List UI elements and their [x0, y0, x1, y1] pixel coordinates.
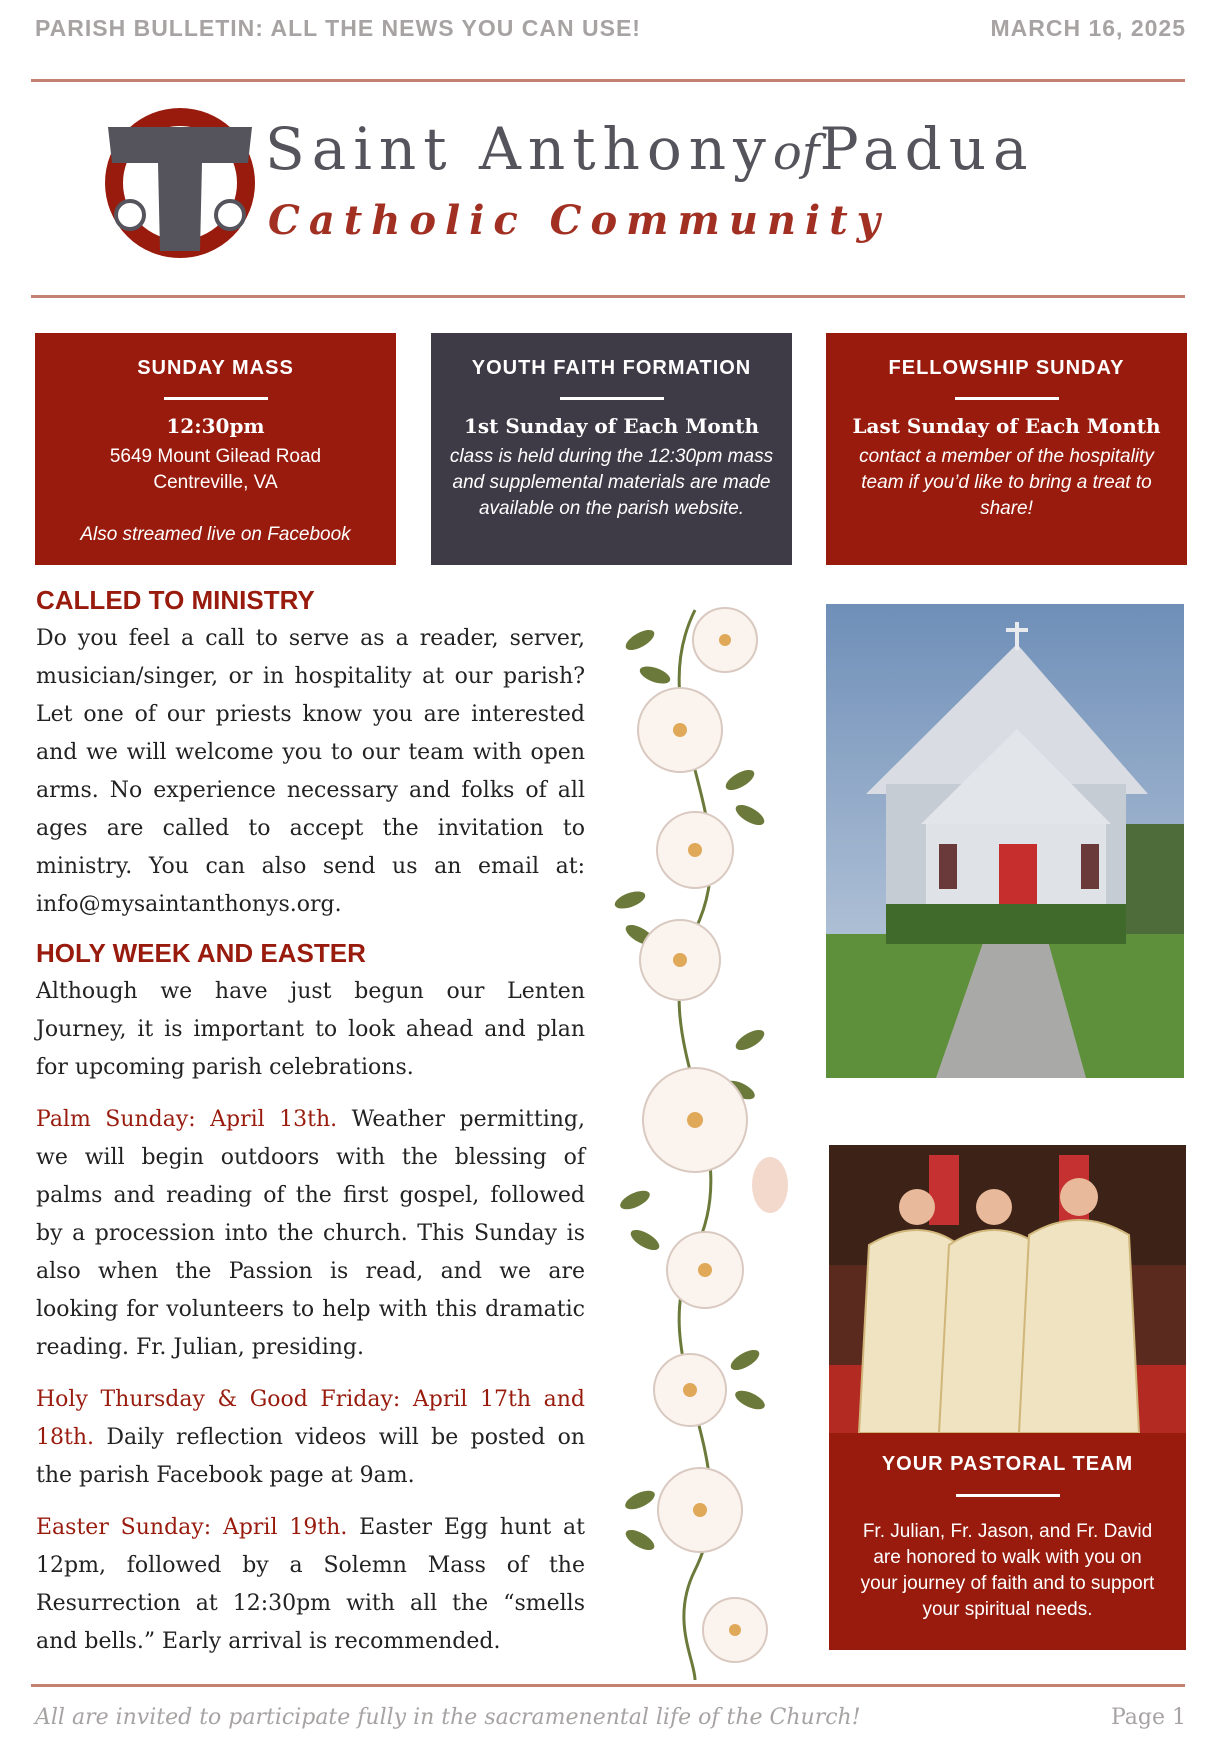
floral-vine-decoration: [600, 600, 790, 1690]
parish-subtitle: Catholic Community: [268, 197, 889, 244]
card-title: SUNDAY MASS: [137, 357, 294, 379]
card-title: FELLOWSHIP SUNDAY: [888, 357, 1125, 379]
bulletin-date: MARCH 16, 2025: [990, 14, 1186, 41]
mass-address-line1: 5649 Mount Gilead Road: [109, 446, 322, 467]
parish-name-part1: Saint Anthony: [265, 115, 773, 183]
mass-time: 12:30pm: [166, 414, 265, 438]
ministry-article: [36, 585, 585, 1675]
footer-divider: [31, 1684, 1185, 1687]
logo-divider: [31, 295, 1185, 298]
youth-faith-formation-card: [431, 333, 792, 565]
page-number: Page 1: [1110, 1705, 1186, 1730]
card-divider: [956, 1494, 1060, 1497]
mass-stream-note: Also streamed live on Facebook: [80, 524, 351, 545]
holy-week-title: HOLY WEEK AND EASTER: [36, 938, 366, 968]
easter-sunday-text: Easter Egg hunt at 12pm, followed by a Solemn Mass of the Resurrection at 12:30pm with all the “smells and bells.” Early arrival is recommended.: [36, 1515, 585, 1654]
youth-note: class is held during the 12:30pm mass and supplemental materials are made available on the parish website.: [449, 446, 774, 519]
pastoral-team-text: Fr. Julian, Fr. Jason, and Fr. David are honored to walk with you on your journey of faith and to support your spiritual needs.: [860, 1521, 1155, 1620]
bulletin-header: [35, 8, 1186, 48]
ministry-title: CALLED TO MINISTRY: [36, 585, 315, 615]
pastoral-team-card: [829, 1433, 1186, 1650]
ministry-body: Do you feel a call to serve as a reader, server, musician/singer, or in hospitality at our parish? Let one of our priests know you are interested and we will welcome you to our team with open arms. No experience necessary and folks of all ages are called to accept the invitation to ministry. You can also send us an email at: info@mysaintanthonys.org.: [36, 626, 585, 917]
palm-sunday-item: [36, 1101, 585, 1367]
card-divider: [560, 397, 664, 400]
pastoral-team-photo: [829, 1145, 1186, 1433]
holy-thursday-item: [36, 1381, 585, 1495]
fellowship-schedule: Last Sunday of Each Month: [852, 414, 1161, 438]
tau-cross-emblem-icon: [100, 105, 260, 265]
mass-address-line2: Centreville, VA: [153, 472, 278, 493]
palm-sunday-text: Weather permitting, we will begin outdoors with the blessing of palms and reading of the first gospel, followed by a procession into the church. This Sunday is also when the Passion is read, and we are looking for volunteers to help with this dramatic reading. Fr. Julian, presiding.: [36, 1107, 585, 1360]
parish-logo: [100, 105, 1150, 265]
holy-thursday-lead: Holy Thursday & Good Friday: April 17th and 18th.: [36, 1387, 585, 1450]
parish-name: [265, 115, 1035, 183]
palm-sunday-lead: Palm Sunday: April 13th.: [36, 1107, 338, 1132]
card-divider: [164, 397, 268, 400]
bulletin-tagline: PARISH BULLETIN: ALL THE NEWS YOU CAN USE!: [35, 14, 641, 41]
fellowship-sunday-card: [826, 333, 1187, 565]
holy-week-intro: Although we have just begun our Lenten Journey, it is important to look ahead and plan for upcoming parish celebrations.: [36, 979, 585, 1080]
holy-thursday-text: Daily reflection videos will be posted on the parish Facebook page at 9am.: [36, 1425, 585, 1488]
easter-sunday-lead: Easter Sunday: April 19th.: [36, 1515, 348, 1540]
sunday-mass-card: [35, 333, 396, 565]
header-divider: [31, 79, 1185, 82]
fellowship-note: contact a member of the hospitality team if you’d like to bring a treat to share!: [859, 446, 1154, 519]
parish-name-part2: Padua: [819, 115, 1035, 183]
card-title: YOUTH FAITH FORMATION: [471, 357, 752, 379]
easter-sunday-item: [36, 1509, 585, 1661]
butterfly-icon: [752, 1157, 788, 1213]
church-photo: [826, 604, 1184, 1078]
card-divider: [955, 397, 1059, 400]
footer-motto: All are invited to participate fully in the sacramenental life of the Church!: [35, 1705, 861, 1730]
parish-name-of: of: [772, 125, 820, 181]
youth-schedule: 1st Sunday of Each Month: [463, 414, 760, 438]
pastoral-team-title: YOUR PASTORAL TEAM: [881, 1453, 1134, 1475]
